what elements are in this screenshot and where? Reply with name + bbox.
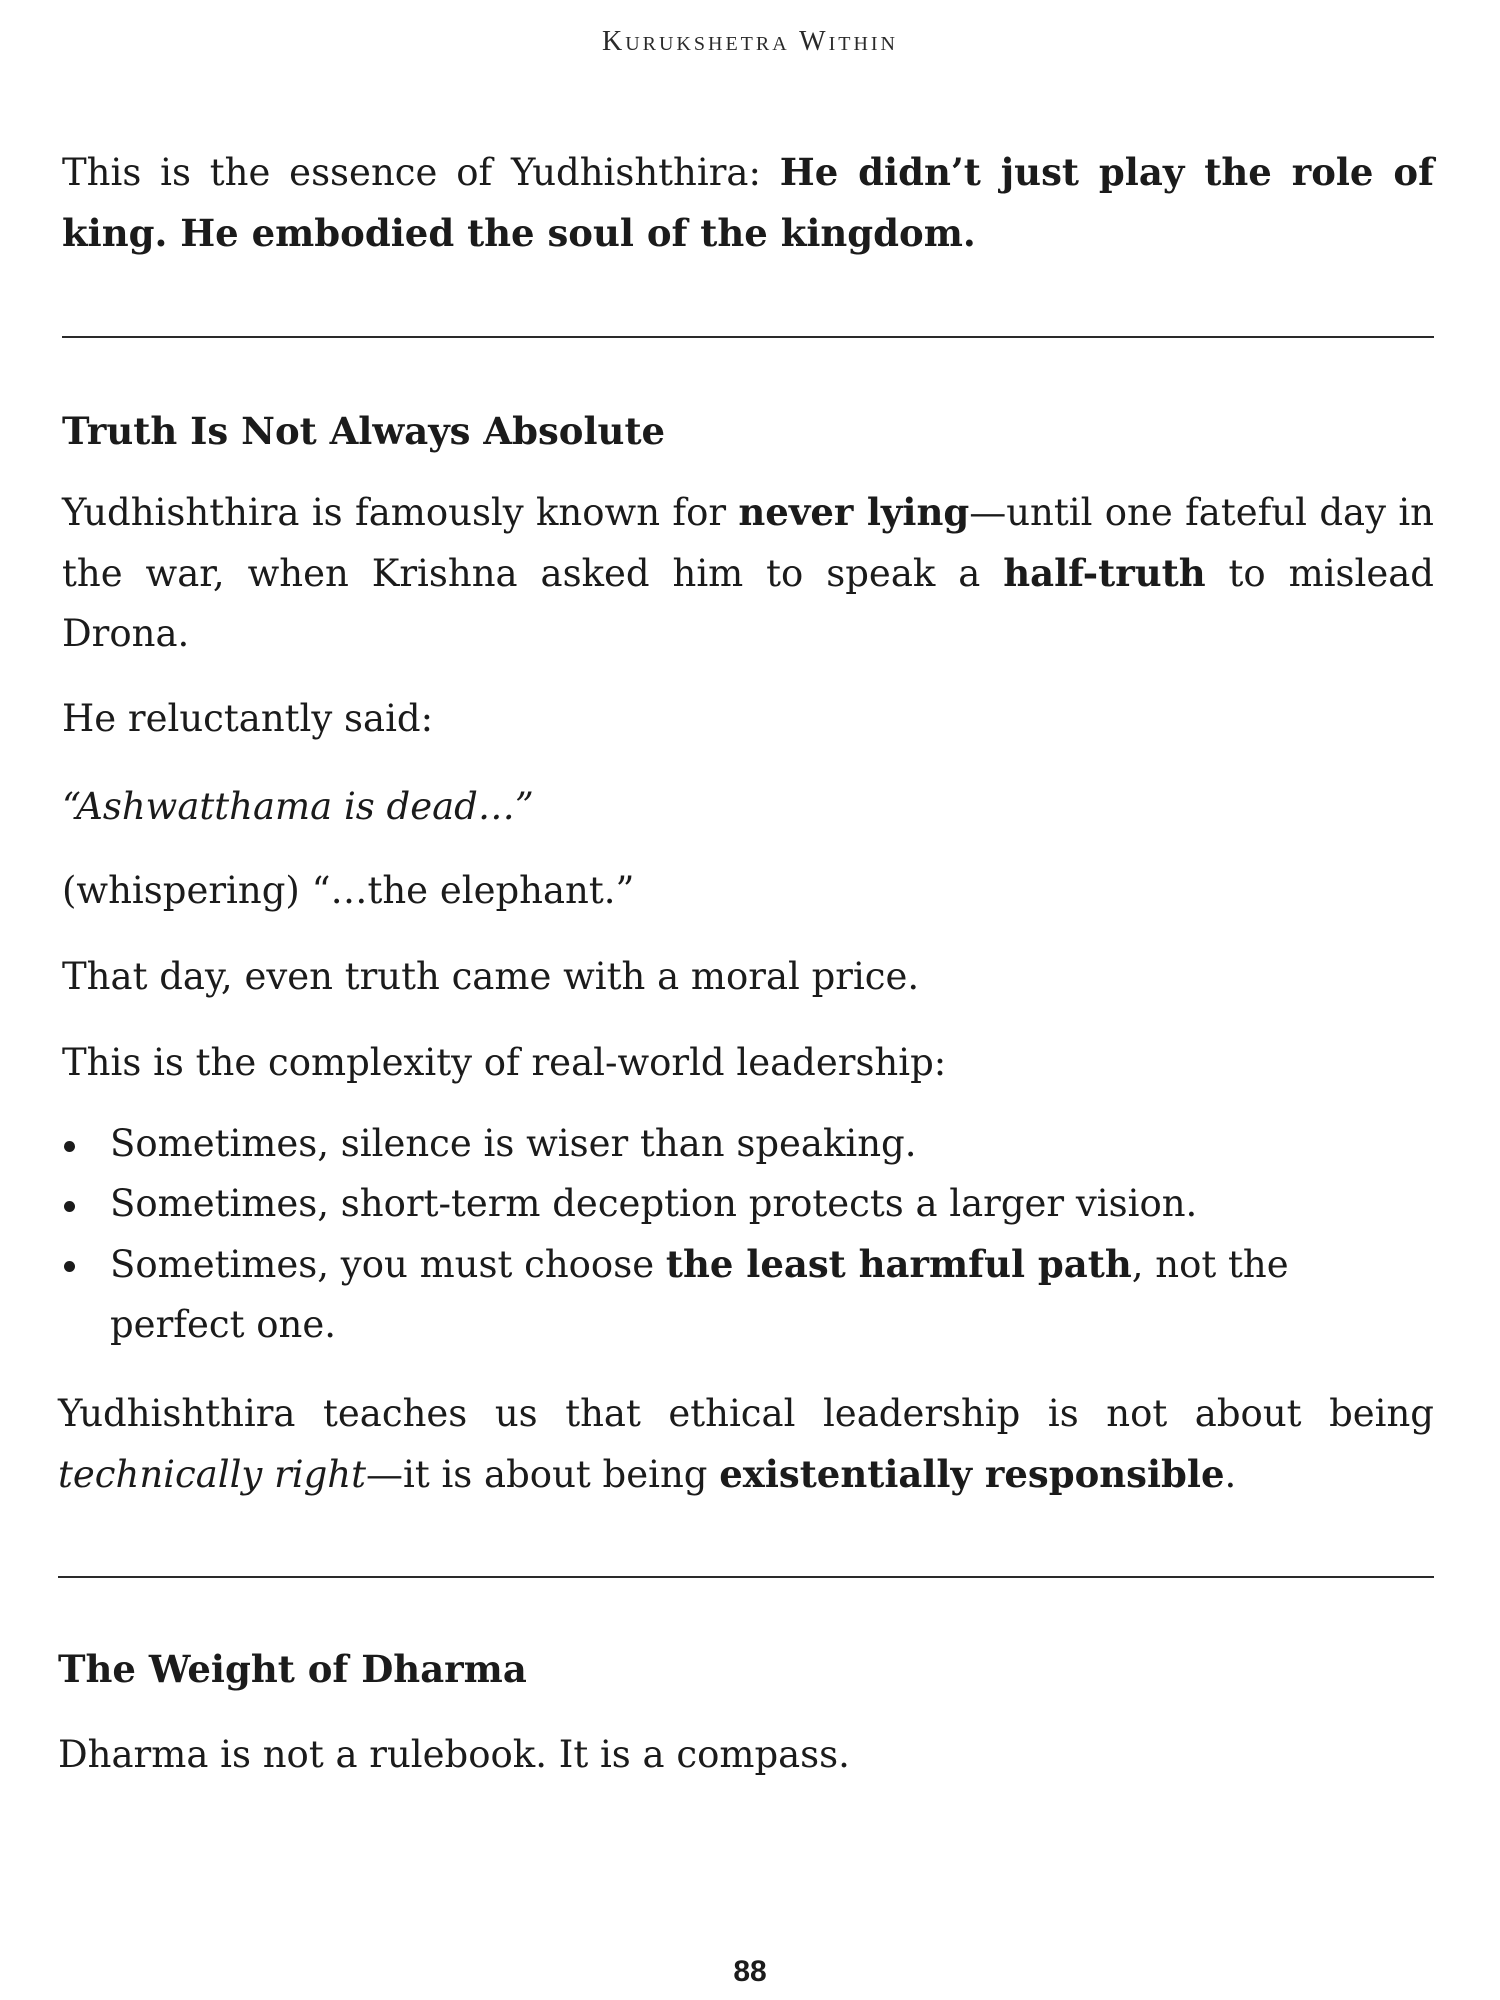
- section-truth: [62, 406, 1434, 456]
- list-item: Sometimes, silence is wiser than speaking.: [58, 1114, 1430, 1174]
- running-head: Kurukshetra Within: [601, 26, 899, 57]
- paragraph-ethical-leadership: Yudhishthira teaches us that ethical leadership is not about being technically right—it is about being existentially responsible.: [58, 1392, 1434, 1496]
- list-item: Sometimes, you must choose the least harmful path, not the perfect one.: [58, 1234, 1430, 1355]
- section-dharma: [58, 1644, 1430, 1694]
- list-item: Sometimes, short-term deception protects a larger vision.: [58, 1174, 1430, 1234]
- section-divider: [58, 1576, 1434, 1578]
- paragraph-dharma: Dharma is not a rulebook. It is a compass.: [58, 1733, 850, 1776]
- page-number: 88: [733, 1955, 767, 1988]
- paragraph-moral-price: That day, even truth came with a moral price.: [62, 955, 920, 998]
- bullet-list: [58, 1114, 1430, 1355]
- intro-paragraph: [62, 142, 1434, 264]
- quote-whisper: (whispering) “…the elephant.”: [62, 869, 635, 912]
- section-heading: The Weight of Dharma: [58, 1647, 527, 1691]
- paragraph-complexity: This is the complexity of real-world leadership:: [62, 1041, 947, 1084]
- bullet-icon: [64, 1141, 75, 1152]
- intro-bold: He didn’t just play the role of king. He embodied the soul of the kingdom.: [62, 150, 1435, 255]
- quote-ashwatthama: “Ashwatthama is dead…”: [62, 785, 534, 828]
- paragraph-reluctantly: He reluctantly said:: [62, 697, 434, 740]
- intro-lead: This is the essence of Yudhishthira:: [62, 151, 780, 194]
- bullet-icon: [64, 1261, 75, 1272]
- section-divider: [62, 336, 1434, 338]
- paragraph-never-lying: Yudhishthira is famously known for never lying—until one fateful day in the war, when Krishna asked him to speak a half-truth to mislead Drona.: [62, 490, 1434, 655]
- bullet-icon: [64, 1201, 75, 1212]
- section-heading: Truth Is Not Always Absolute: [62, 409, 666, 453]
